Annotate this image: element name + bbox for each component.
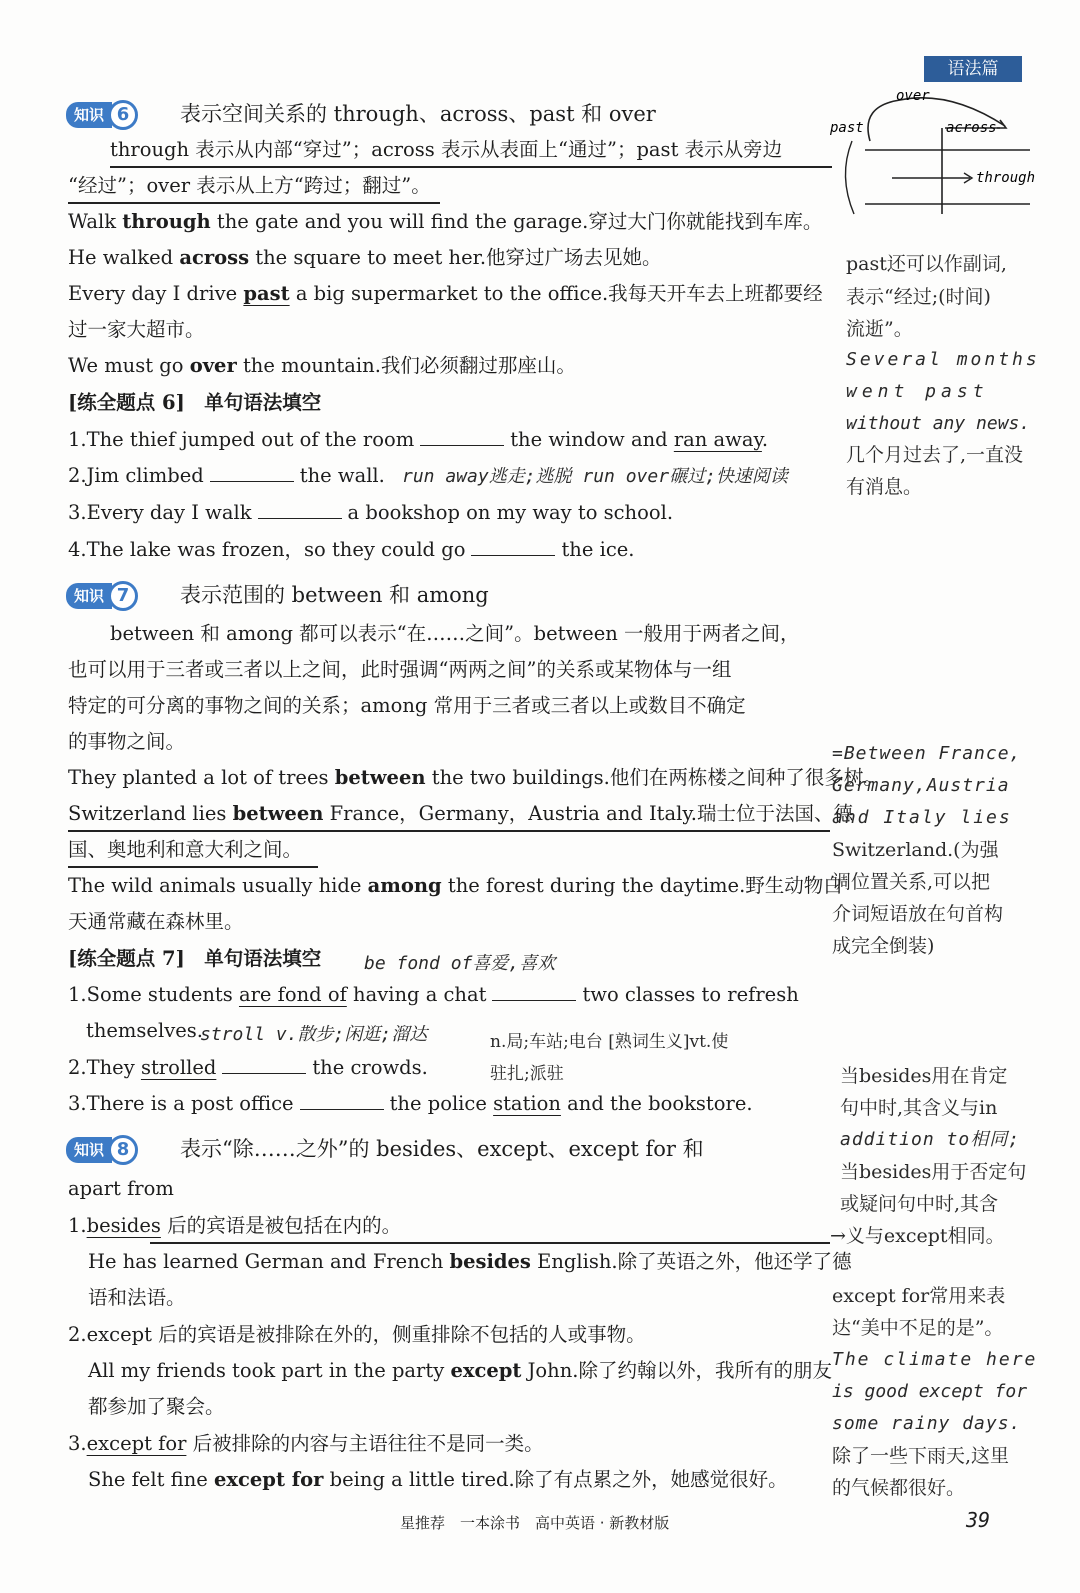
practice-6-q2[interactable]: 2.Jim climbed the wall.: [68, 464, 385, 487]
side-note-8-3: addition to相同;: [840, 1129, 1021, 1150]
k7-example-2-cont: 国、奥地利和意大利之间。: [68, 838, 303, 861]
knowledge-badge-8: 知识 8: [66, 1135, 138, 1165]
k6-example-4: We must go over the mountain.我们必须翻过那座山。: [68, 354, 576, 377]
k6-example-1: Walk through the gate and you will find the garage.穿过大门你就能找到车库。: [68, 210, 823, 233]
handwritten-note-stroll: stroll v.散步;闲逛;溜达: [200, 1024, 428, 1045]
side-note-past-3: 流逝”。: [846, 318, 913, 340]
side-note-8-12: 除了一些下雨天,这里: [832, 1445, 1010, 1467]
diagram-label-through: through: [976, 170, 1036, 186]
k7-explain-2: 也可以用于三者或三者以上之间，此时强调“两两之间”的关系或某物体与一组: [68, 658, 732, 681]
k8-rule-2: 2.except 后的宾语是被排除在外的，侧重排除不包括的人或事物。: [68, 1323, 646, 1346]
answer-blank: [420, 426, 504, 446]
side-note-8-5: 或疑问句中时,其含: [840, 1193, 999, 1215]
k8-example-2: All my friends took part in the party except John.除了约翰以外，我所有的朋友: [88, 1359, 832, 1382]
practice-7-q1-cont: themselves.: [86, 1019, 203, 1042]
side-note-8-2: 句中时,其含义与in: [840, 1097, 998, 1119]
side-note-8-11: some rainy days.: [832, 1413, 1022, 1434]
underline: [68, 866, 318, 868]
k6-explain-2: “经过”；over 表示从上方“跨过；翻过”。: [68, 174, 431, 197]
side-note-8-6: →义与except相同。: [830, 1225, 1005, 1247]
side-note-past-8: 有消息。: [846, 476, 923, 498]
answer-blank: [492, 981, 576, 1001]
answer-blank: [210, 462, 294, 482]
handwritten-note-station-1: n.局;车站;电台 [熟词生义]vt.使: [490, 1032, 729, 1052]
side-note-7-2: Germany,Austria: [832, 775, 1010, 796]
k7-example-3: The wild animals usually hide among the forest during the daytime.野生动物白: [68, 874, 843, 897]
knowledge-badge-7: 知识 7: [66, 581, 138, 611]
k8-title: 表示“除……之外”的 besides、except、except for 和: [180, 1137, 704, 1161]
answer-blank: [300, 1090, 384, 1110]
preposition-diagram: [830, 86, 1050, 216]
practice-7-q2[interactable]: 2.They strolled the crowds.: [68, 1056, 428, 1079]
answer-blank: [471, 536, 555, 556]
handwritten-note-station-2: 驻扎;派驻: [490, 1064, 564, 1084]
k8-example-1-cont: 语和法语。: [88, 1286, 186, 1309]
page-number: 39: [966, 1508, 991, 1532]
k8-example-1: He has learned German and French besides English.除了英语之外，他还学了德: [88, 1250, 852, 1273]
answer-blank: [222, 1054, 306, 1074]
diagram-label-across: across: [946, 120, 997, 136]
k6-title: 表示空间关系的 through、across、past 和 over: [180, 102, 656, 126]
side-note-past-4: Several months: [846, 349, 1040, 370]
section-tag: 语法篇: [924, 56, 1022, 82]
k7-example-2: Switzerland lies between France，Germany，Austria and Italy.瑞士位于法国、德: [68, 802, 854, 825]
k8-title-cont: apart from: [68, 1177, 174, 1200]
side-note-7-6: 介词短语放在句首构: [832, 903, 1004, 925]
underline: [110, 166, 832, 168]
side-note-8-7: except for常用来表: [832, 1285, 1006, 1307]
k6-example-3-cont: 过一家大超市。: [68, 318, 205, 341]
practice-6-heading: [练全题点 6] 单句语法填空: [68, 391, 322, 414]
practice-7-q3[interactable]: 3.There is a post office the police station and the bookstore.: [68, 1092, 753, 1115]
practice-6-q4[interactable]: 4.The lake was frozen，so they could go the ice.: [68, 538, 635, 561]
practice-7-q1[interactable]: 1.Some students are fond of having a chat two classes to refresh: [68, 983, 799, 1006]
side-note-8-8: 达“美中不足的是”。: [832, 1317, 1004, 1339]
k7-explain-3: 特定的可分离的事物之间的关系；among 常用于三者或三者以上或数目不确定: [68, 694, 746, 717]
k7-explain-1: between 和 among 都可以表示“在……之间”。between 一般用于两者之间，: [110, 622, 800, 645]
diagram-label-over: over: [896, 88, 930, 104]
footer-book-title: 星推荐 一本涂书 高中英语 · 新教材版: [400, 1514, 670, 1532]
side-note-past-7: 几个月过去了,一直没: [846, 444, 1024, 466]
handwritten-note-be-fond-of: be fond of喜爱,喜欢: [364, 953, 556, 974]
side-note-8-13: 的气候都很好。: [832, 1477, 966, 1499]
side-note-past-6: without any news.: [846, 413, 1031, 434]
side-note-past-2: 表示“经过;(时间): [846, 286, 991, 308]
k7-title: 表示范围的 between 和 among: [180, 583, 489, 607]
practice-7-heading: [练全题点 7] 单句语法填空: [68, 947, 322, 970]
k8-example-3: She felt fine except for being a little tired.除了有点累之外，她感觉很好。: [88, 1468, 788, 1491]
handwritten-note-run-away: run away逃走;逃脱 run over碾过;快速阅读: [402, 466, 788, 487]
side-note-8-1: 当besides用在肯定: [840, 1065, 1008, 1087]
underline: [68, 202, 440, 204]
side-note-7-3: and Italy lies: [832, 807, 1012, 828]
k8-example-2-cont: 都参加了聚会。: [88, 1395, 225, 1418]
side-note-8-9: The climate here: [832, 1349, 1038, 1370]
knowledge-badge-6: 知识 6: [66, 100, 138, 130]
side-note-past-1: past还可以作副词,: [846, 253, 1007, 275]
diagram-label-past: past: [830, 120, 864, 136]
underline: [68, 830, 830, 832]
k6-example-2: He walked across the square to meet her.他穿过广场去见她。: [68, 246, 662, 269]
side-note-7-4: Switzerland.(为强: [832, 839, 999, 861]
answer-blank: [258, 499, 342, 519]
practice-6-q1[interactable]: 1.The thief jumped out of the room the window and ran away.: [68, 428, 769, 451]
k7-explain-4: 的事物之间。: [68, 730, 186, 753]
underline: [150, 1242, 830, 1244]
k6-explain-1: through 表示从内部“穿过”；across 表示从表面上“通过”；past 表示从旁边: [110, 138, 783, 161]
side-note-7-1: =Between France,: [832, 743, 1022, 764]
k8-rule-3: 3.except for 后被排除的内容与主语往往不是同一类。: [68, 1432, 544, 1455]
k8-rule-1: 1.besides 后的宾语是被包括在内的。: [68, 1214, 402, 1237]
practice-6-q3[interactable]: 3.Every day I walk a bookshop on my way to school.: [68, 501, 674, 524]
side-note-8-10: is good except for: [832, 1381, 1028, 1402]
k7-example-1: They planted a lot of trees between the two buildings.他们在两栋楼之间种了很多树。: [68, 766, 883, 789]
k7-example-3-cont: 天通常藏在森林里。: [68, 910, 244, 933]
side-note-past-5: went past: [846, 381, 989, 402]
side-note-7-5: 调位置关系,可以把: [832, 871, 991, 893]
side-note-7-7: 成完全倒装): [832, 935, 935, 957]
side-note-8-4: 当besides用于否定句: [840, 1161, 1027, 1183]
k6-example-3: Every day I drive past a big supermarket to the office.我每天开车去上班都要经: [68, 282, 823, 305]
